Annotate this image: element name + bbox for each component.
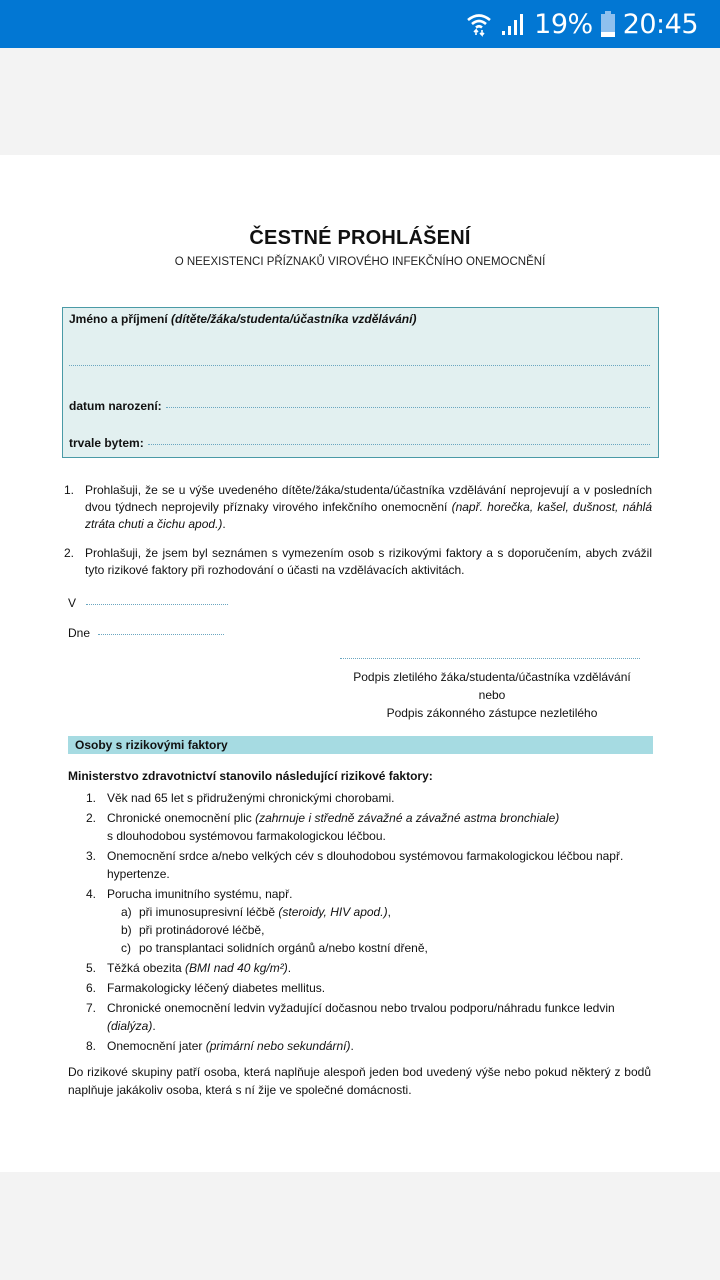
risk-sub-item: c) po transplantaci solidních orgánů a/nebo kostní dřeně, xyxy=(121,941,428,955)
signal-icon xyxy=(500,12,526,36)
address-field[interactable] xyxy=(69,436,650,450)
place-field[interactable] xyxy=(68,596,228,610)
date-input-line[interactable] xyxy=(98,634,224,635)
risk-section-heading: Osoby s rizikovými faktory xyxy=(68,736,653,754)
declaration-2: 2. Prohlašuji, že jsem byl seznámen s vymezením osob s rizikovými faktory a s doporučením, abych zvážil tyto rizikové faktory při rozhodování o účasti na vzdělávacích aktivitách. xyxy=(64,546,652,577)
personal-info-form xyxy=(62,307,659,458)
address-input-line[interactable] xyxy=(148,444,650,445)
risk-item: 5. Těžká obezita (BMI nad 40 kg/m²). xyxy=(86,961,292,975)
risk-item: 7. Chronické onemocnění ledvin vyžadující dočasnou nebo trvalou podporu/náhradu funkce ledvin (dialýza). xyxy=(86,1001,615,1033)
battery-icon xyxy=(601,11,615,37)
name-label: Jméno a příjmení (dítěte/žáka/studenta/účastníka vzdělávání) xyxy=(69,312,417,326)
name-field[interactable] xyxy=(69,312,650,326)
signature-caption-1: Podpis zletilého žáka/studenta/účastníka vzdělávání xyxy=(353,670,631,684)
risk-factor-list xyxy=(86,789,656,1055)
signature-caption-2: Podpis zákonného zástupce nezletilého xyxy=(386,706,598,720)
place-label: V xyxy=(68,596,77,610)
birth-date-label: datum narození: xyxy=(69,399,162,413)
viewer-background-bottom xyxy=(0,1172,720,1280)
birth-date-input-line[interactable] xyxy=(166,407,650,408)
risk-item: 4. Porucha imunitního systému, např. a) při imunosupresivní léčbě (steroidy, HIV apod.), b) při protinádorové léčbě, c) po transplantaci solidních orgánů a/nebo kostní dřeně, xyxy=(86,885,656,957)
risk-item: 2. Chronické onemocnění plic (zahrnuje i středně závažné a závažné astma bronchiale) s dlouhodobou systémovou farmakologickou léčbou. xyxy=(86,811,560,843)
risk-group-note: Do rizikové skupiny patří osoba, která naplňuje alespoň jeden bod uvedený výše nebo pokud některý z bodů naplňuje jakákoliv osoba, která s ní žije ve společné domácnosti. xyxy=(68,1065,651,1097)
date-label: Dne xyxy=(68,626,91,640)
risk-item: 6. Farmakologicky léčený diabetes mellitus. xyxy=(86,981,326,995)
risk-section-lead: Ministerstvo zdravotnictví stanovilo následující rizikové faktory: xyxy=(68,769,433,783)
risk-sub-item: a) při imunosupresivní léčbě (steroidy, HIV apod.), xyxy=(121,905,391,919)
document-subtitle: O NEEXISTENCI PŘÍZNAKŮ VIROVÉHO INFEKČNÍHO ONEMOCNĚNÍ xyxy=(174,256,546,268)
document-title: ČESTNÉ PROHLÁŠENÍ xyxy=(249,227,471,249)
name-input-line[interactable] xyxy=(69,365,650,366)
declaration-1: 1. Prohlašuji, že se u výše uvedeného dítěte/žáka/studenta/účastníka vzdělávání neprojevují a v posledních dvou týdnech neprojevily příznaky virového infekčního onemocnění (např. horečka, kašel, dušnost, náhlá ztráta chuti a čichu apod.). xyxy=(64,483,652,531)
signature-line[interactable] xyxy=(340,658,640,659)
document-page[interactable] xyxy=(0,155,720,1172)
signature-caption-or: nebo xyxy=(478,688,506,702)
status-bar xyxy=(0,0,720,48)
birth-date-field[interactable] xyxy=(69,399,650,413)
battery-percent: 19% xyxy=(534,8,593,40)
risk-item: 3. Onemocnění srdce a/nebo velkých cév s dlouhodobou systémovou farmakologickou léčbou např. hypertenze. xyxy=(86,849,624,881)
clock: 20:45 xyxy=(622,8,698,40)
risk-item: 1. Věk nad 65 let s přidruženými chronickými chorobami. xyxy=(86,791,395,805)
place-input-line[interactable] xyxy=(86,604,228,605)
risk-item: 8. Onemocnění jater (primární nebo sekundární). xyxy=(86,1039,354,1053)
viewer-background-top xyxy=(0,48,720,155)
wifi-icon xyxy=(466,11,492,37)
address-label: trvale bytem: xyxy=(69,436,144,450)
risk-sub-item: b) při protinádorové léčbě, xyxy=(121,923,265,937)
date-field[interactable] xyxy=(68,626,224,640)
